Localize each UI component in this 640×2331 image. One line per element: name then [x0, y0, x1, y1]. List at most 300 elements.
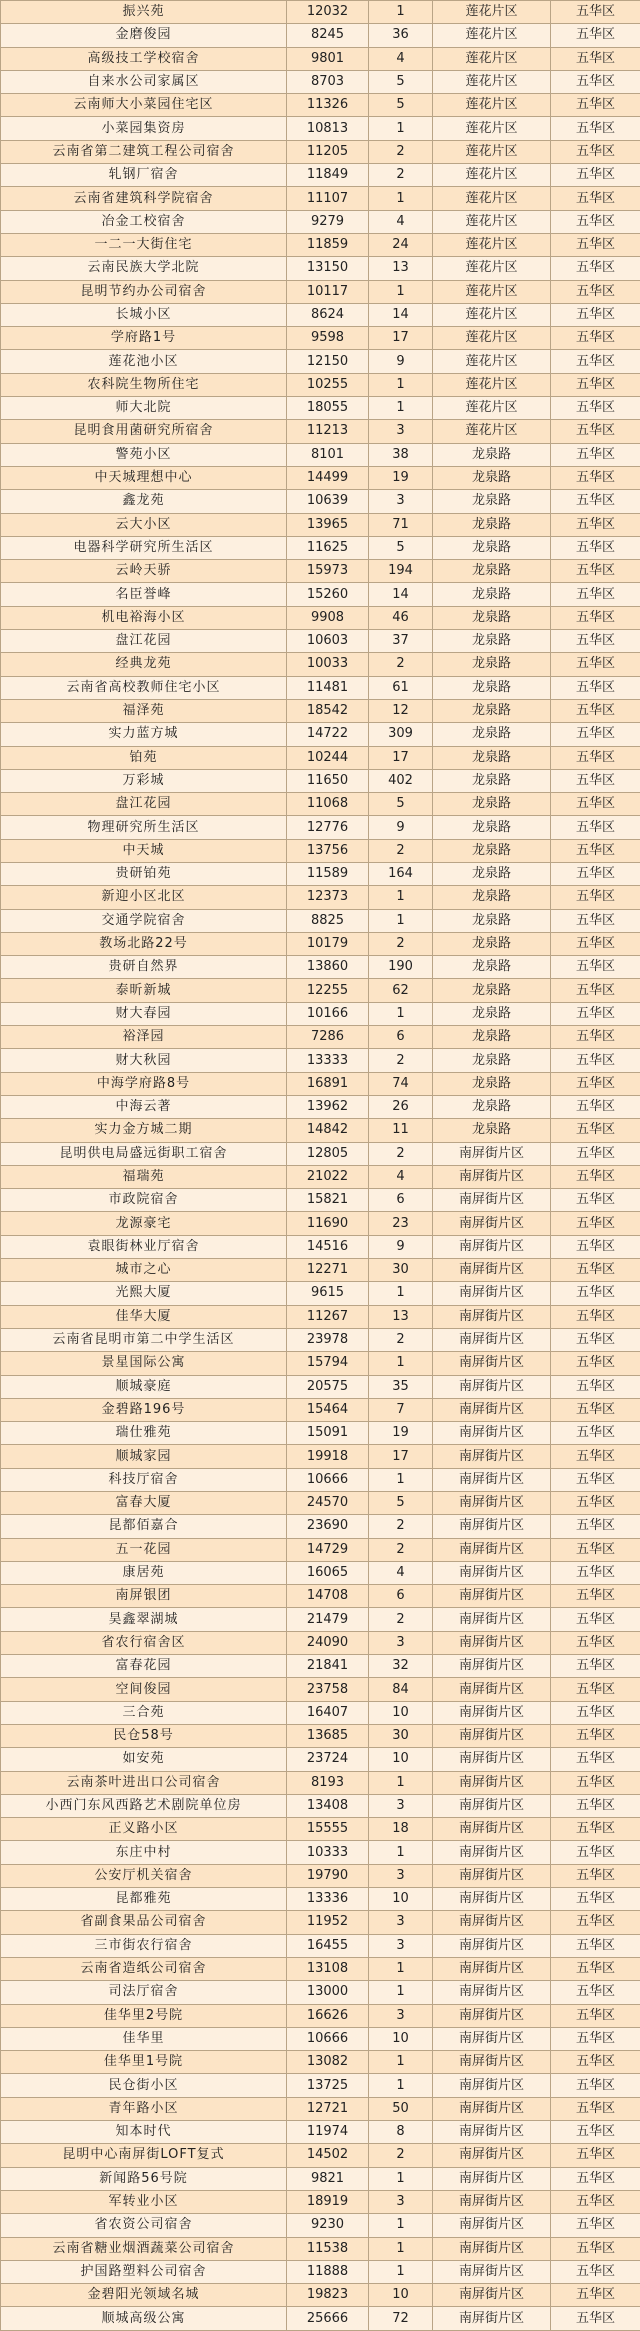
- area-name-cell: 南屏街片区: [433, 1864, 551, 1887]
- community-name-cell: 中海学府路8号: [1, 1072, 287, 1095]
- district-name-cell: 五华区: [551, 1259, 640, 1282]
- community-name-cell: 一二一大街住宅: [1, 233, 287, 256]
- unit-price-cell: 13962: [287, 1095, 369, 1118]
- community-name-cell: 长城小区: [1, 303, 287, 326]
- table-row: [1, 466, 640, 489]
- district-name-cell: 五华区: [551, 1282, 640, 1305]
- table-row: [1, 606, 640, 629]
- district-name-cell: 五华区: [551, 1701, 640, 1724]
- area-name-cell: 莲花片区: [433, 164, 551, 187]
- unit-price-cell: 11690: [287, 1212, 369, 1235]
- listing-count-cell: 1: [369, 1981, 433, 2004]
- listing-count-cell: 190: [369, 956, 433, 979]
- table-row: [1, 816, 640, 839]
- listing-count-cell: 3: [369, 420, 433, 443]
- district-name-cell: 五华区: [551, 1375, 640, 1398]
- area-name-cell: 南屏街片区: [433, 2190, 551, 2213]
- community-name-cell: 师大北院: [1, 397, 287, 420]
- community-name-cell: 金碧阳光领域名城: [1, 2284, 287, 2307]
- listing-count-cell: 2: [369, 2144, 433, 2167]
- community-name-cell: 万彩城: [1, 769, 287, 792]
- listing-count-cell: 17: [369, 327, 433, 350]
- unit-price-cell: 24570: [287, 1492, 369, 1515]
- district-name-cell: 五华区: [551, 2027, 640, 2050]
- district-name-cell: 五华区: [551, 1841, 640, 1864]
- unit-price-cell: 23978: [287, 1328, 369, 1351]
- table-row: [1, 1818, 640, 1841]
- district-name-cell: 五华区: [551, 1957, 640, 1980]
- table-row: [1, 1305, 640, 1328]
- district-name-cell: 五华区: [551, 2051, 640, 2074]
- area-name-cell: 南屏街片区: [433, 2121, 551, 2144]
- community-name-cell: 青年路小区: [1, 2097, 287, 2120]
- community-name-cell: 新迎小区北区: [1, 886, 287, 909]
- unit-price-cell: 13082: [287, 2051, 369, 2074]
- community-name-cell: 教场北路22号: [1, 932, 287, 955]
- table-row: [1, 233, 640, 256]
- listing-count-cell: 17: [369, 1445, 433, 1468]
- table-row: [1, 1235, 640, 1258]
- community-name-cell: 城市之心: [1, 1259, 287, 1282]
- area-name-cell: 南屏街片区: [433, 1957, 551, 1980]
- unit-price-cell: 19918: [287, 1445, 369, 1468]
- listing-count-cell: 1: [369, 2237, 433, 2260]
- listing-count-cell: 9: [369, 350, 433, 373]
- unit-price-cell: 12721: [287, 2097, 369, 2120]
- listing-count-cell: 1: [369, 1771, 433, 1794]
- area-name-cell: 龙泉路: [433, 1072, 551, 1095]
- table-row: [1, 1259, 640, 1282]
- area-name-cell: 龙泉路: [433, 769, 551, 792]
- table-row: [1, 1142, 640, 1165]
- area-name-cell: 龙泉路: [433, 466, 551, 489]
- listing-count-cell: 10: [369, 1701, 433, 1724]
- community-name-cell: 金碧路196号: [1, 1398, 287, 1421]
- unit-price-cell: 13108: [287, 1957, 369, 1980]
- district-name-cell: 五华区: [551, 1515, 640, 1538]
- area-name-cell: 南屏街片区: [433, 1515, 551, 1538]
- unit-price-cell: 21841: [287, 1655, 369, 1678]
- community-name-cell: 东庄中村: [1, 1841, 287, 1864]
- unit-price-cell: 10179: [287, 932, 369, 955]
- unit-price-cell: 16407: [287, 1701, 369, 1724]
- district-name-cell: 五华区: [551, 1724, 640, 1747]
- listing-count-cell: 72: [369, 2307, 433, 2330]
- unit-price-cell: 12805: [287, 1142, 369, 1165]
- area-name-cell: 南屏街片区: [433, 1259, 551, 1282]
- table-row: [1, 1538, 640, 1561]
- table-row: [1, 47, 640, 70]
- unit-price-cell: 15260: [287, 583, 369, 606]
- area-name-cell: 龙泉路: [433, 1002, 551, 1025]
- community-name-cell: 空间俊园: [1, 1678, 287, 1701]
- area-name-cell: 莲花片区: [433, 210, 551, 233]
- table-row: [1, 1864, 640, 1887]
- area-name-cell: 南屏街片区: [433, 2214, 551, 2237]
- listing-count-cell: 3: [369, 1864, 433, 1887]
- listing-count-cell: 5: [369, 536, 433, 559]
- district-name-cell: 五华区: [551, 1934, 640, 1957]
- area-name-cell: 龙泉路: [433, 1026, 551, 1049]
- community-name-cell: 昆明供电局盛远街职工宿舍: [1, 1142, 287, 1165]
- area-name-cell: 南屏街片区: [433, 1561, 551, 1584]
- community-name-cell: 佳华里2号院: [1, 2004, 287, 2027]
- area-name-cell: 南屏街片区: [433, 1375, 551, 1398]
- table-row: [1, 1468, 640, 1491]
- table-row: [1, 583, 640, 606]
- listing-count-cell: 84: [369, 1678, 433, 1701]
- area-name-cell: 南屏街片区: [433, 1468, 551, 1491]
- listing-count-cell: 10: [369, 2027, 433, 2050]
- listing-count-cell: 1: [369, 1468, 433, 1491]
- table-row: [1, 769, 640, 792]
- community-name-cell: 财大春园: [1, 1002, 287, 1025]
- listing-count-cell: 61: [369, 676, 433, 699]
- listing-count-cell: 30: [369, 1259, 433, 1282]
- table-row: [1, 560, 640, 583]
- listing-count-cell: 3: [369, 1911, 433, 1934]
- district-name-cell: 五华区: [551, 210, 640, 233]
- unit-price-cell: 11859: [287, 233, 369, 256]
- unit-price-cell: 11625: [287, 536, 369, 559]
- unit-price-cell: 12255: [287, 979, 369, 1002]
- unit-price-cell: 11888: [287, 2260, 369, 2283]
- community-name-cell: 云南省建筑科学院宿舍: [1, 187, 287, 210]
- listing-count-cell: 32: [369, 1655, 433, 1678]
- community-name-cell: 实力蓝方城: [1, 723, 287, 746]
- table-row: [1, 2121, 640, 2144]
- district-name-cell: 五华区: [551, 606, 640, 629]
- district-name-cell: 五华区: [551, 676, 640, 699]
- community-name-cell: 铂苑: [1, 746, 287, 769]
- area-name-cell: 南屏街片区: [433, 1608, 551, 1631]
- area-name-cell: 莲花片区: [433, 373, 551, 396]
- community-name-cell: 龙源豪宅: [1, 1212, 287, 1235]
- community-name-cell: 金磨俊园: [1, 24, 287, 47]
- district-name-cell: 五华区: [551, 1002, 640, 1025]
- table-row: [1, 2074, 640, 2097]
- listing-count-cell: 1: [369, 2074, 433, 2097]
- district-name-cell: 五华区: [551, 723, 640, 746]
- table-row: [1, 303, 640, 326]
- community-name-cell: 中天城理想中心: [1, 466, 287, 489]
- listing-count-cell: 24: [369, 233, 433, 256]
- listing-count-cell: 3: [369, 1794, 433, 1817]
- table-row: [1, 2307, 640, 2330]
- district-name-cell: 五华区: [551, 1655, 640, 1678]
- listing-count-cell: 71: [369, 513, 433, 536]
- area-name-cell: 莲花片区: [433, 140, 551, 163]
- listing-count-cell: 2: [369, 1049, 433, 1072]
- district-name-cell: 五华区: [551, 1422, 640, 1445]
- unit-price-cell: 9615: [287, 1282, 369, 1305]
- unit-price-cell: 10117: [287, 280, 369, 303]
- unit-price-cell: 11205: [287, 140, 369, 163]
- district-name-cell: 五华区: [551, 1888, 640, 1911]
- listing-count-cell: 2: [369, 839, 433, 862]
- unit-price-cell: 13860: [287, 956, 369, 979]
- community-name-cell: 盘江花园: [1, 630, 287, 653]
- area-name-cell: 南屏街片区: [433, 1701, 551, 1724]
- listing-count-cell: 2: [369, 1608, 433, 1631]
- district-name-cell: 五华区: [551, 373, 640, 396]
- table-row: [1, 1072, 640, 1095]
- listing-count-cell: 13: [369, 1305, 433, 1328]
- district-name-cell: 五华区: [551, 1585, 640, 1608]
- table-row: [1, 1352, 640, 1375]
- table-row: [1, 653, 640, 676]
- area-name-cell: 南屏街片区: [433, 2307, 551, 2330]
- unit-price-cell: 11481: [287, 676, 369, 699]
- district-name-cell: 五华区: [551, 2167, 640, 2190]
- unit-price-cell: 25666: [287, 2307, 369, 2330]
- community-name-cell: 农科院生物所住宅: [1, 373, 287, 396]
- community-name-cell: 新闻路56号院: [1, 2167, 287, 2190]
- unit-price-cell: 14842: [287, 1119, 369, 1142]
- listing-count-cell: 7: [369, 1398, 433, 1421]
- listing-count-cell: 6: [369, 1189, 433, 1212]
- district-name-cell: 五华区: [551, 979, 640, 1002]
- unit-price-cell: 19823: [287, 2284, 369, 2307]
- table-row: [1, 1561, 640, 1584]
- table-row: [1, 1957, 640, 1980]
- unit-price-cell: 11068: [287, 793, 369, 816]
- community-name-cell: 昆明食用菌研究所宿舍: [1, 420, 287, 443]
- listing-count-cell: 46: [369, 606, 433, 629]
- district-name-cell: 五华区: [551, 1561, 640, 1584]
- community-name-cell: 昆明节约办公司宿舍: [1, 280, 287, 303]
- unit-price-cell: 18055: [287, 397, 369, 420]
- unit-price-cell: 10666: [287, 2027, 369, 2050]
- area-name-cell: 龙泉路: [433, 932, 551, 955]
- area-name-cell: 南屏街片区: [433, 1631, 551, 1654]
- listing-count-cell: 36: [369, 24, 433, 47]
- community-name-cell: 省农行宿舍区: [1, 1631, 287, 1654]
- district-name-cell: 五华区: [551, 1608, 640, 1631]
- district-name-cell: 五华区: [551, 466, 640, 489]
- community-name-cell: 云南省高校教师住宅小区: [1, 676, 287, 699]
- table-row: [1, 2190, 640, 2213]
- unit-price-cell: 9230: [287, 2214, 369, 2237]
- community-name-cell: 康居苑: [1, 1561, 287, 1584]
- area-name-cell: 南屏街片区: [433, 1492, 551, 1515]
- table-row: [1, 723, 640, 746]
- table-row: [1, 1771, 640, 1794]
- district-name-cell: 五华区: [551, 280, 640, 303]
- district-name-cell: 五华区: [551, 1165, 640, 1188]
- table-row: [1, 1748, 640, 1771]
- area-name-cell: 龙泉路: [433, 979, 551, 1002]
- listing-count-cell: 6: [369, 1585, 433, 1608]
- community-name-cell: 机电裕海小区: [1, 606, 287, 629]
- district-name-cell: 五华区: [551, 1771, 640, 1794]
- listing-count-cell: 1: [369, 1282, 433, 1305]
- listing-count-cell: 1: [369, 2214, 433, 2237]
- community-name-cell: 云南民族大学北院: [1, 257, 287, 280]
- unit-price-cell: 10166: [287, 1002, 369, 1025]
- listing-count-cell: 1: [369, 280, 433, 303]
- district-name-cell: 五华区: [551, 2237, 640, 2260]
- unit-price-cell: 14722: [287, 723, 369, 746]
- community-name-cell: 交通学院宿舍: [1, 909, 287, 932]
- unit-price-cell: 13408: [287, 1794, 369, 1817]
- unit-price-cell: 11952: [287, 1911, 369, 1934]
- unit-price-cell: 14516: [287, 1235, 369, 1258]
- community-name-cell: 云南省糖业烟酒蔬菜公司宿舍: [1, 2237, 287, 2260]
- listing-count-cell: 1: [369, 397, 433, 420]
- district-name-cell: 五华区: [551, 490, 640, 513]
- unit-price-cell: 8193: [287, 1771, 369, 1794]
- listing-count-cell: 19: [369, 466, 433, 489]
- community-name-cell: 景星国际公寓: [1, 1352, 287, 1375]
- area-name-cell: 龙泉路: [433, 560, 551, 583]
- area-name-cell: 莲花片区: [433, 303, 551, 326]
- table-row: [1, 2167, 640, 2190]
- district-name-cell: 五华区: [551, 769, 640, 792]
- listing-count-cell: 3: [369, 2004, 433, 2027]
- area-name-cell: 莲花片区: [433, 94, 551, 117]
- area-name-cell: 莲花片区: [433, 1, 551, 24]
- district-name-cell: 五华区: [551, 909, 640, 932]
- unit-price-cell: 15555: [287, 1818, 369, 1841]
- table-row: [1, 1841, 640, 1864]
- community-name-cell: 高级技工学校宿舍: [1, 47, 287, 70]
- area-name-cell: 南屏街片区: [433, 1235, 551, 1258]
- table-row: [1, 94, 640, 117]
- table-row: [1, 630, 640, 653]
- community-name-cell: 名臣誉峰: [1, 583, 287, 606]
- area-name-cell: 龙泉路: [433, 723, 551, 746]
- listing-count-cell: 1: [369, 2260, 433, 2283]
- table-row: [1, 1678, 640, 1701]
- district-name-cell: 五华区: [551, 1026, 640, 1049]
- district-name-cell: 五华区: [551, 1142, 640, 1165]
- unit-price-cell: 19790: [287, 1864, 369, 1887]
- unit-price-cell: 11213: [287, 420, 369, 443]
- area-name-cell: 南屏街片区: [433, 2167, 551, 2190]
- unit-price-cell: 10033: [287, 653, 369, 676]
- community-name-cell: 中海云著: [1, 1095, 287, 1118]
- unit-price-cell: 23690: [287, 1515, 369, 1538]
- district-name-cell: 五华区: [551, 653, 640, 676]
- community-name-cell: 福瑞苑: [1, 1165, 287, 1188]
- table-row: [1, 164, 640, 187]
- area-name-cell: 南屏街片区: [433, 2284, 551, 2307]
- unit-price-cell: 12150: [287, 350, 369, 373]
- table-row: [1, 2144, 640, 2167]
- district-name-cell: 五华区: [551, 1119, 640, 1142]
- table-row: [1, 839, 640, 862]
- table-row: [1, 1724, 640, 1747]
- area-name-cell: 南屏街片区: [433, 1165, 551, 1188]
- listing-count-cell: 3: [369, 1934, 433, 1957]
- district-name-cell: 五华区: [551, 2097, 640, 2120]
- area-name-cell: 莲花片区: [433, 233, 551, 256]
- table-row: [1, 886, 640, 909]
- area-name-cell: 龙泉路: [433, 583, 551, 606]
- district-name-cell: 五华区: [551, 1748, 640, 1771]
- community-name-cell: 顺城家园: [1, 1445, 287, 1468]
- table-row: [1, 187, 640, 210]
- district-name-cell: 五华区: [551, 1328, 640, 1351]
- listing-count-cell: 4: [369, 1561, 433, 1584]
- community-name-cell: 小西门东风西路艺术剧院单位房: [1, 1794, 287, 1817]
- district-name-cell: 五华区: [551, 560, 640, 583]
- area-name-cell: 龙泉路: [433, 909, 551, 932]
- area-name-cell: 龙泉路: [433, 816, 551, 839]
- area-name-cell: 南屏街片区: [433, 1724, 551, 1747]
- district-name-cell: 五华区: [551, 1235, 640, 1258]
- area-name-cell: 南屏街片区: [433, 1305, 551, 1328]
- listing-count-cell: 3: [369, 2190, 433, 2213]
- listing-count-cell: 30: [369, 1724, 433, 1747]
- unit-price-cell: 9598: [287, 327, 369, 350]
- unit-price-cell: 24090: [287, 1631, 369, 1654]
- table-row: [1, 1655, 640, 1678]
- unit-price-cell: 10603: [287, 630, 369, 653]
- listing-count-cell: 3: [369, 490, 433, 513]
- listing-count-cell: 8: [369, 2121, 433, 2144]
- table-row: [1, 699, 640, 722]
- community-name-cell: 司法厅宿舍: [1, 1981, 287, 2004]
- unit-price-cell: 10333: [287, 1841, 369, 1864]
- table-row: [1, 1911, 640, 1934]
- community-name-cell: 物理研究所生活区: [1, 816, 287, 839]
- table-row: [1, 1585, 640, 1608]
- unit-price-cell: 12776: [287, 816, 369, 839]
- community-name-cell: 警苑小区: [1, 443, 287, 466]
- district-name-cell: 五华区: [551, 1818, 640, 1841]
- community-name-cell: 省农资公司宿舍: [1, 2214, 287, 2237]
- area-name-cell: 南屏街片区: [433, 1142, 551, 1165]
- unit-price-cell: 14499: [287, 466, 369, 489]
- area-name-cell: 龙泉路: [433, 490, 551, 513]
- district-name-cell: 五华区: [551, 2144, 640, 2167]
- community-name-cell: 军转业小区: [1, 2190, 287, 2213]
- listing-count-cell: 38: [369, 443, 433, 466]
- district-name-cell: 五华区: [551, 1678, 640, 1701]
- area-name-cell: 莲花片区: [433, 47, 551, 70]
- district-name-cell: 五华区: [551, 2284, 640, 2307]
- listing-count-cell: 2: [369, 140, 433, 163]
- unit-price-cell: 8624: [287, 303, 369, 326]
- community-name-cell: 光熙大厦: [1, 1282, 287, 1305]
- community-name-cell: 如安苑: [1, 1748, 287, 1771]
- area-name-cell: 南屏街片区: [433, 1328, 551, 1351]
- unit-price-cell: 11974: [287, 2121, 369, 2144]
- table-row: [1, 1282, 640, 1305]
- district-name-cell: 五华区: [551, 1352, 640, 1375]
- community-name-cell: 南屏银团: [1, 1585, 287, 1608]
- area-name-cell: 南屏街片区: [433, 1888, 551, 1911]
- table-row: [1, 1515, 640, 1538]
- area-name-cell: 南屏街片区: [433, 2144, 551, 2167]
- area-name-cell: 南屏街片区: [433, 1352, 551, 1375]
- unit-price-cell: 16891: [287, 1072, 369, 1095]
- table-row: [1, 117, 640, 140]
- area-name-cell: 龙泉路: [433, 1095, 551, 1118]
- community-name-cell: 冶金工校宿舍: [1, 210, 287, 233]
- community-name-cell: 富春花园: [1, 1655, 287, 1678]
- table-row: [1, 2004, 640, 2027]
- unit-price-cell: 12373: [287, 886, 369, 909]
- community-name-cell: 市政院宿舍: [1, 1189, 287, 1212]
- listing-count-cell: 6: [369, 1026, 433, 1049]
- listing-count-cell: 13: [369, 257, 433, 280]
- listing-count-cell: 1: [369, 1841, 433, 1864]
- district-name-cell: 五华区: [551, 164, 640, 187]
- district-name-cell: 五华区: [551, 327, 640, 350]
